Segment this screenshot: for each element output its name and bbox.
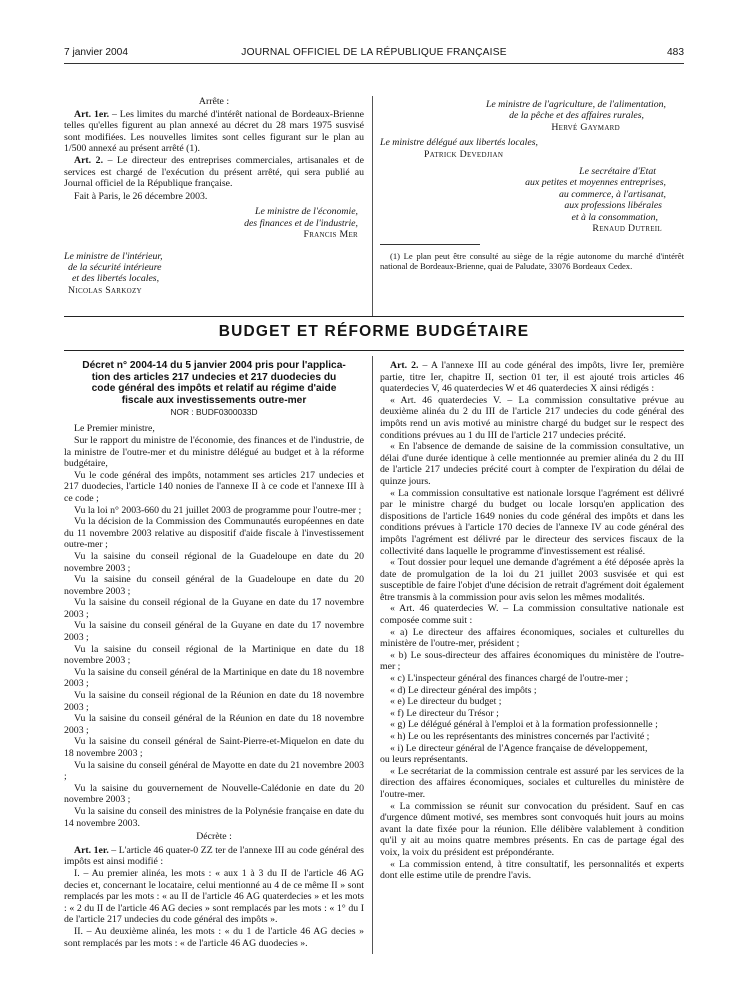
signature-pme [380,166,684,234]
commission-member: « b) Le sous-directeur des affaires économiques du ministère de l'outre-mer ; [380,649,684,673]
signature-economie [64,206,358,240]
article-label: Art. 1er. [74,108,110,120]
signatory-name: Francis Mer [303,229,358,241]
article-paragraph: ou leurs représentants. [380,754,468,766]
visa: Vu la saisine du conseil général de la Martinique en date du 18 novembre 2003 ; [64,666,364,690]
arrete-article-2 [64,155,364,190]
decret-title-line: fiscale aux investissements outre-mer [121,394,307,406]
decret-title-line: Décret n° 2004-14 du 5 janvier 2004 pris pour l'applica- [82,360,346,371]
article-label: Art. 1er. [74,844,109,856]
signature-libertes-locales [380,137,684,160]
visa: Vu la saisine du conseil général de Mayotte en date du 21 novembre 2003 ; [64,759,364,783]
article-1-paragraph-II: II. – Au deuxième alinéa, les mots : « du 1 de l'article 46 AG decies » sont remplacés par les mots : « de l'article 46 AG duodecies ». [64,925,364,949]
article-paragraph: « Tout dossier pour lequel une demande d'agrément a été déposée après la date de promulgation de la loi du 21 juillet 2003 susvisée et qui est susceptible de faire l'objet d'une décision de retrait d'agrément doit également être transmis à la commission pour avis selon les mêmes modalités. [380,557,684,603]
article-label: Art. 2. [74,154,104,166]
article-paragraph: « Le secrétariat de la commission centrale est assuré par les services de la direction des affaires économiques, sociales et culturelles du ministère de l'outre-mer. [380,765,684,800]
visa: Vu la saisine du conseil régional de la Réunion en date du 18 novembre 2003 ; [64,690,364,713]
article-text: – L'article 46 quater-0 ZZ ter de l'annexe III au code général des impôts est ainsi modifié : [64,844,364,868]
commission-member: « i) Le directeur général de l'Agence française de développement, [390,742,648,754]
article-text: – Les limites du marché d'intérêt national de Bordeaux-Brienne telles qu'elles figurent au plan annexé au décret du 28 mars 1975 susvisé sont modifiées. Les nouvelles limites sont celles figurant sur le plan au 1/500 annexé au présent arrêté (1). [64,108,365,155]
column-divider-top [372,96,373,316]
visa: Vu la loi n° 2003-660 du 21 juillet 2003 de programme pour l'outre-mer ; [74,504,362,516]
arrete-article-1 [64,109,364,155]
arrete-left-column [64,96,364,296]
signature-title: au commerce, à l'artisanat, [558,188,666,200]
sur-le-rapport: Sur le rapport du ministre de l'économie, des finances et de l'industrie, de la ministre de l'outre-mer et du ministre délégué au budget et à la réforme budgétaire, [64,434,364,470]
article-1-paragraph-I: I. – Au premier alinéa, les mots : « aux 1 à 3 du II de l'article 46 AG decies et, concernant le locataire, celui mentionné au 4 de ce même II » sont remplacés par les mots : « au II de l'article 46 AG quaterdecies » et les mots : « 2 du II de l'article 46 AG decies » sont remplacés par les mots : « 1° du I de l'article 217 undecies du code général des impôts ». [64,867,364,926]
signature-title: Le secrétaire d'Etat [579,166,656,178]
visa: Vu le code général des impôts, notamment ses articles 217 undecies et 217 duodecies, l'article 140 nonies de l'annexe II à ce code et l'annexe III à ce code ; [64,469,364,504]
page-header [64,47,684,61]
commission-member: « h) Le ou les représentants des ministres concernés par l'activité ; [390,731,650,742]
article-paragraph: « Art. 46 quaterdecies V. – La commission consultative prévue au deuxième alinéa du 2 du III de l'article 217 undecies du code général des impôts rend un avis motivé au ministre chargé du budget sur le respect des conditions prévues au 1 du III de l'article 217 undecies précité. [380,394,684,441]
visa: Vu la saisine du conseil général de Saint-Pierre-et-Miquelon en date du 18 novembre 2003 ; [64,736,364,759]
header-journal-title: JOURNAL OFFICIEL DE LA RÉPUBLIQUE FRANÇAISE [241,47,507,58]
premier-ministre: Le Premier ministre, [74,423,155,435]
signature-title: Le ministre délégué aux libertés locales, [380,137,538,149]
article-text: – Le directeur des entreprises commerciales, artisanales et de services est chargé de l'exécution du présent arrêté, qui sera publié au Journal officiel de la République française. [64,154,364,190]
signature-title: Le ministre de l'agriculture, de l'alimentation, [485,99,666,110]
decret-right-column [380,360,684,882]
visa: Vu la saisine du conseil des ministres de la Polynésie française en date du 14 novembre 2003. [64,805,364,829]
column-divider-bottom [372,356,373,954]
visa: Vu la saisine du conseil régional de la Martinique en date du 18 novembre 2003 ; [64,643,364,667]
arrete-right-column [380,99,684,271]
visa: Vu la saisine du conseil régional de la Guadeloupe en date du 20 novembre 2003 ; [64,550,364,574]
commission-member: « e) Le directeur du budget ; [390,696,502,708]
signatory-name: Nicolas Sarkozy [68,284,142,296]
decrete-heading: Décrète : [196,831,232,843]
article-text: – A l'annexe III au code général des impôts, livre Ier, première partie, titre Ier, chapitre II, section 01 ter, il est ajouté trois articles 46 quaterdecies V, 46 quaterdecies W et 46 quaterdecies X ainsi rédigés : [380,360,684,395]
signature-title: Le ministre de l'économie, [255,206,358,218]
decret-article-2 [380,360,684,395]
signature-interieur [64,251,364,297]
fait-a-paris: Fait à Paris, le 26 décembre 2003. [74,190,208,202]
decret-title-line: code général des impôts et relatif au régime d'aide [91,383,337,395]
article-paragraph: « En l'absence de demande de saisine de la commission consultative, un délai d'une durée identique à celle mentionnée au premier alinéa du 2 du III de l'article 217 undecies précité court à compter de l'expiration du délai de quinze jours. [380,441,684,487]
signatory-name: Renaud Dutreil [592,223,662,235]
signature-title: aux professions libérales [564,200,662,212]
article-label: Art. 2. [390,360,419,371]
signatory-name: Hervé Gaymard [551,121,620,133]
decret-title-line: tion des articles 217 undecies et 217 duodecies du [91,371,337,383]
visa: Vu la décision de la Commission des Communautés européennes en date du 11 novembre 2003 relative au dispositif d'aide fiscale à l'investissement outre-mer ; [64,516,364,551]
header-date: 7 janvier 2004 [64,47,129,58]
visa: Vu la saisine du conseil général de la Guyane en date du 17 novembre 2003 ; [64,620,364,644]
signature-title: et des libertés locales, [72,273,160,285]
article-paragraph: « La commission se réunit sur convocation du président. Sauf en cas d'urgence dûment motivé, ses membres sont convoqués huit jours au moins avant la date fixée pour la réunion. Elle délibère valablement à condition qu'il y ait au moins quatre membres présents. En cas de partage égal des voix, la voix du président est prépondérante. [380,800,684,858]
footnote-text: (1) Le plan peut être consulté au siège de la régie autonome du marché d'intérêt national de Bordeaux-Brienne, quai de Paludate, 33076 Bordeaux Cedex. [380,251,684,272]
signatory-name: Patrick Devedjian [424,148,504,160]
commission-member: « f) Le directeur du Trésor ; [390,707,499,719]
visa: Vu la saisine du gouvernement de Nouvelle-Calédonie en date du 20 novembre 2003 ; [64,782,364,806]
article-paragraph: « La commission consultative est nationale lorsque l'agrément est délivré par le ministre chargé du budget ou locale lorsqu'en application des dispositions de l'article 1649 nonies du code général des impôts et dans les conditions prévues à l'article 170 decies de l'annexe IV au code général des impôts l'agrément est délivré par le directeur des services fiscaux de la collectivité dans laquelle le programme d'investissement est réalisé. [380,487,684,557]
footnote-block [380,244,684,271]
article-paragraph: « La commission entend, à titre consultatif, les personnalités et experts dont elle estime utile de prendre l'avis. [380,858,684,882]
visa: Vu la saisine du conseil général de la Réunion en date du 18 novembre 2003 ; [64,713,364,736]
commission-member: « c) L'inspecteur général des finances chargé de l'outre-mer ; [390,673,629,685]
signature-agriculture [380,99,684,133]
commission-member: « a) Le directeur des affaires économiques, sociales et culturelles du ministère de l'outre-mer, président ; [380,626,684,650]
signature-title: des finances et de l'industrie, [244,217,358,229]
arrete-heading: Arrête : [198,96,230,107]
visa: Vu la saisine du conseil général de la Guadeloupe en date du 20 novembre 2003 ; [64,574,364,597]
decret-article-1 [64,845,364,868]
article-paragraph: « Art. 46 quaterdecies W. – La commission consultative nationale est composée comme suit : [380,603,684,627]
signature-title: et à la consommation, [571,211,658,223]
signature-title: de la sécurité intérieure [68,261,162,273]
section-rule-bottom [64,350,684,351]
decret-title [64,360,364,406]
signature-title: de la pêche et des affaires rurales, [509,110,644,122]
nor-reference: NOR : BUDF0300033D [170,407,258,418]
commission-member: « g) Le délégué général à l'emploi et à la formation professionnelle ; [390,719,658,731]
visa: Vu la saisine du conseil régional de la Guyane en date du 17 novembre 2003 ; [64,597,364,620]
footnote-rule [380,244,480,245]
decret-left-column [64,360,364,949]
header-rule [64,63,684,64]
signature-title: aux petites et moyennes entreprises, [525,177,666,189]
section-title: BUDGET ET RÉFORME BUDGÉTAIRE [218,323,530,340]
commission-member: « d) Le directeur général des impôts ; [390,684,537,696]
signature-title: Le ministre de l'intérieur, [64,250,163,262]
header-page-number: 483 [667,47,684,58]
section-rule-top [64,316,684,317]
